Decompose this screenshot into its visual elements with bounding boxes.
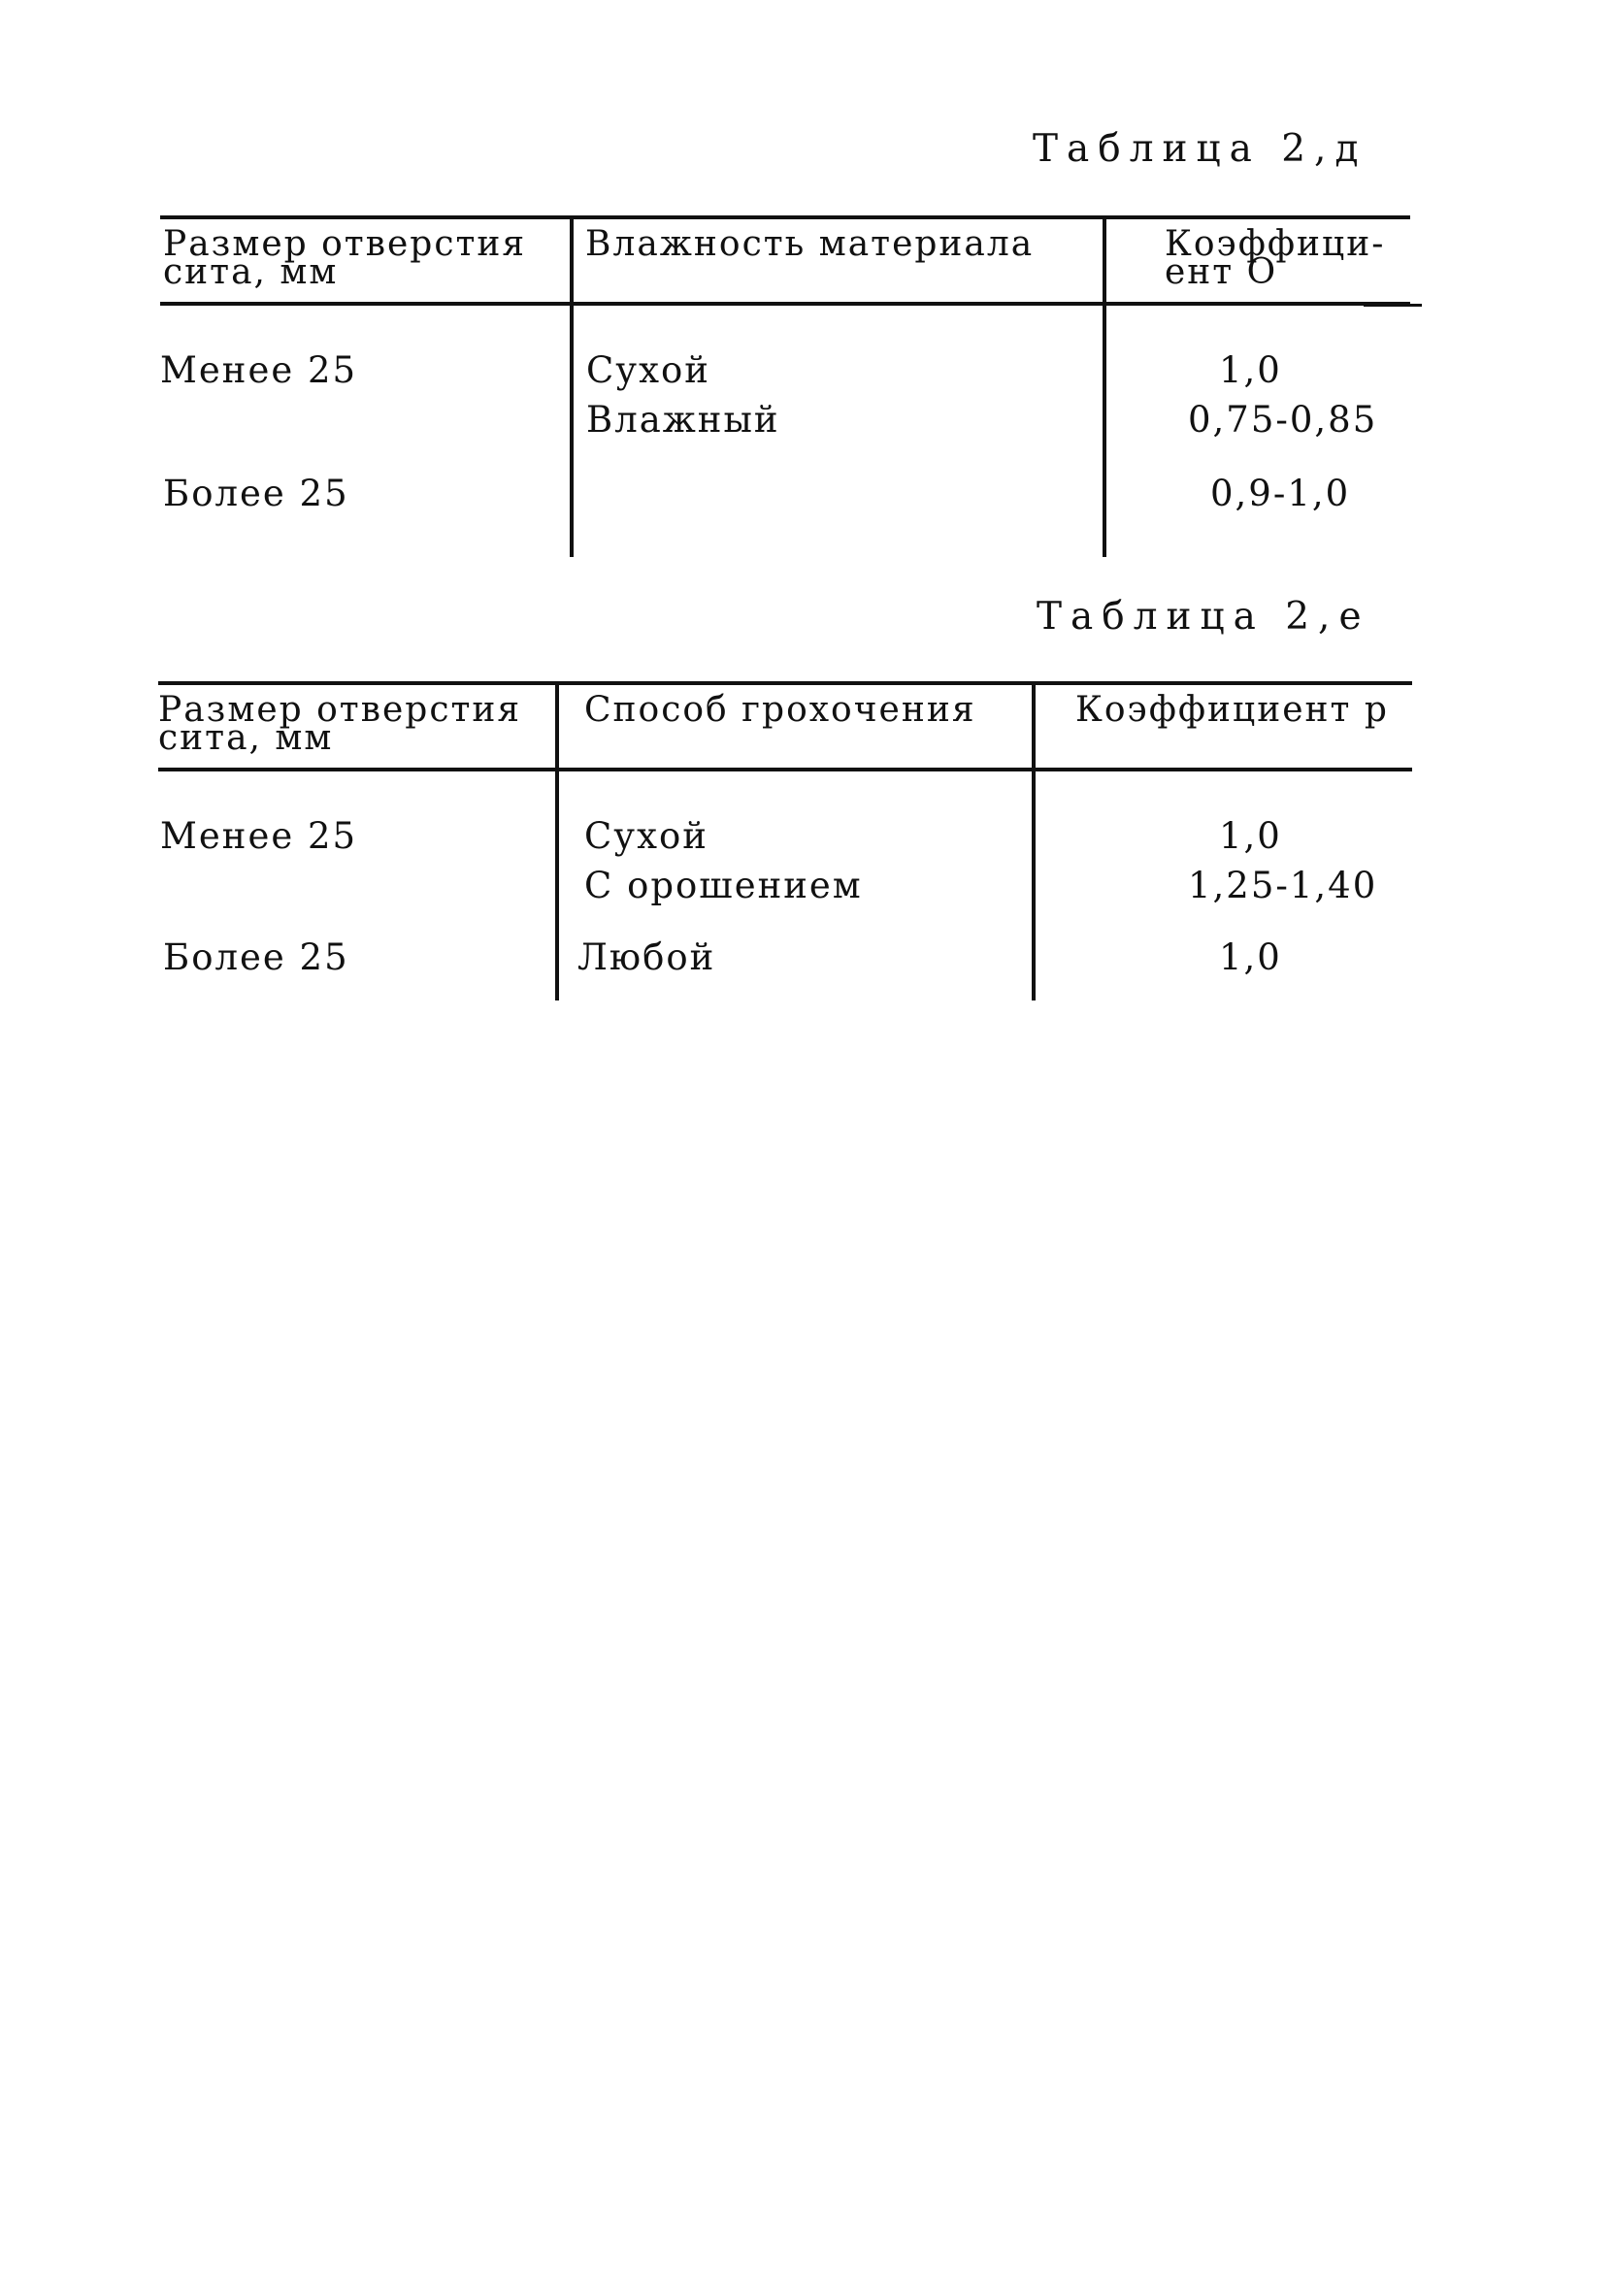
header-bottom-rule	[160, 302, 1410, 306]
row-screening-method: Любой	[577, 936, 716, 978]
table-top-rule	[160, 215, 1410, 219]
row-moisture: Влажный	[586, 399, 780, 441]
row-screening-method: С орошением	[584, 865, 863, 906]
header-rule-tail	[1364, 304, 1422, 307]
header-coefficient-o: Коэффици- ент O	[1165, 224, 1386, 292]
row-sieve-size: Более 25	[163, 473, 349, 514]
table-top-rule	[158, 681, 1412, 685]
row-sieve-size: Менее 25	[160, 349, 358, 391]
row-coefficient: 1,0	[1219, 349, 1282, 391]
table-caption: Таблица 2,д	[1033, 127, 1367, 171]
row-sieve-size: Более 25	[163, 936, 349, 978]
header-sieve-size: Размер отверстия сита, мм	[158, 690, 522, 758]
row-moisture: Сухой	[586, 349, 710, 391]
row-coefficient: 0,9-1,0	[1210, 473, 1351, 514]
column-divider	[570, 215, 574, 557]
row-coefficient: 1,0	[1219, 936, 1282, 978]
header-moisture: Влажность материала	[585, 224, 1035, 264]
row-coefficient: 0,75-0,85	[1188, 399, 1378, 441]
column-divider	[1032, 681, 1036, 1000]
table-caption: Таблица 2,е	[1037, 595, 1370, 639]
header-sieve-size: Размер отверстия сита, мм	[163, 224, 527, 292]
header-screening-method: Способ грохочения	[584, 690, 976, 730]
header-bottom-rule	[158, 768, 1412, 771]
header-coefficient-p: Коэффициент p	[1075, 690, 1389, 730]
row-screening-method: Сухой	[584, 815, 708, 857]
row-sieve-size: Менее 25	[160, 815, 358, 857]
column-divider	[555, 681, 559, 1000]
column-divider	[1103, 215, 1106, 557]
row-coefficient: 1,25-1,40	[1188, 865, 1378, 906]
row-coefficient: 1,0	[1219, 815, 1282, 857]
